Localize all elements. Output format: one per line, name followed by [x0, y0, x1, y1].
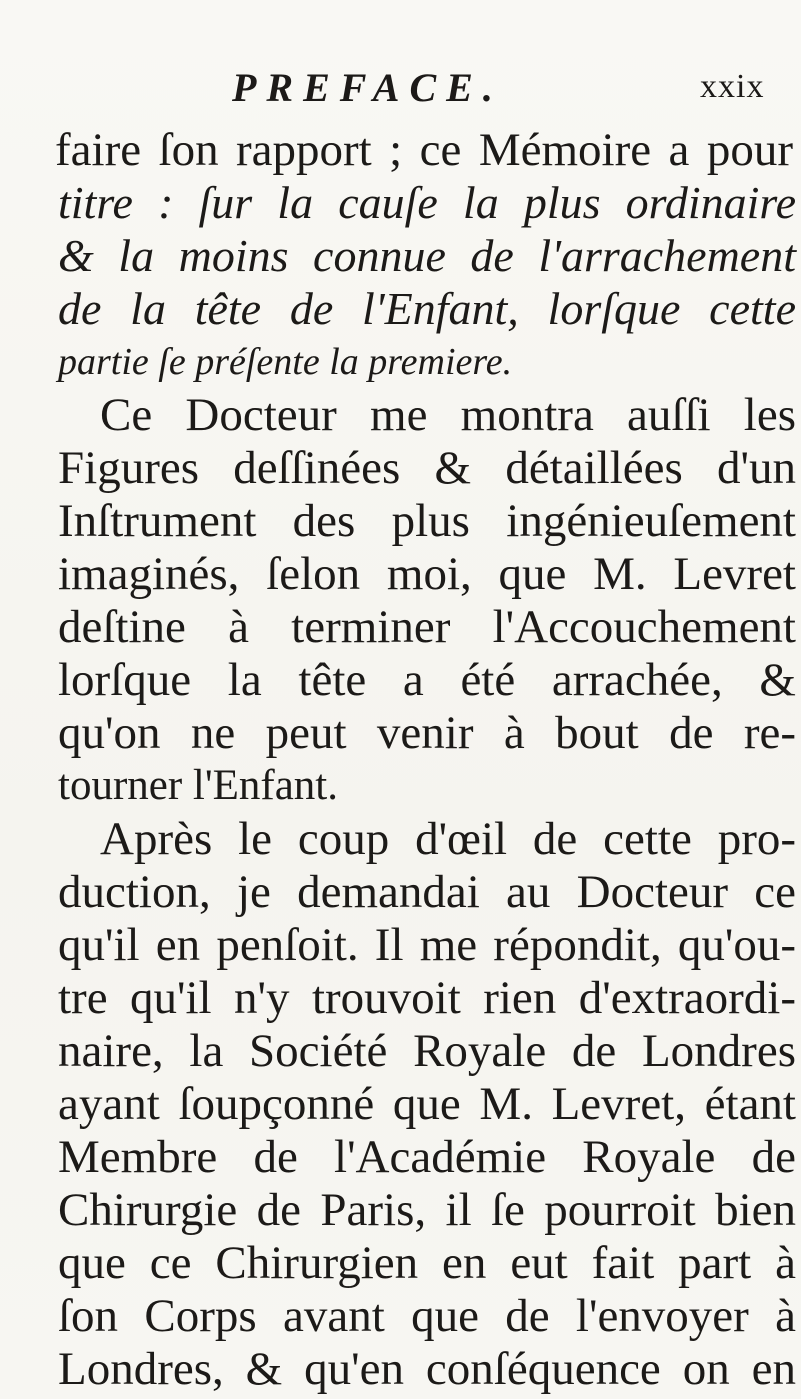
text-line: faire ſon rapport ; ce Mémoire a pour [55, 124, 793, 176]
text-line: & la moins connue de l'arrachement [58, 230, 796, 281]
text-line: partie ſe préſente la premiere. [58, 341, 513, 383]
text-line: qu'il en penſoit. Il me répondit, qu'ou- [58, 919, 796, 971]
text-line: lorſque la tête a été arrachée, & [58, 654, 796, 706]
text-line: titre : ſur la cauſe la plus ordinaire [58, 177, 796, 228]
text-line: imaginés, ſelon moi, que M. Levret [58, 548, 796, 600]
text-line: Londres, & qu'en conſéquence on en [58, 1343, 796, 1395]
text-line: Membre de l'Académie Royale de [58, 1131, 796, 1183]
text-line: deſtine à terminer l'Accouchement [58, 601, 796, 653]
text-line: Figures deſſinées & détaillées d'un [58, 442, 796, 494]
running-head [0, 62, 801, 112]
text-line: que ce Chirurgien en eut fait part à [58, 1237, 796, 1289]
text-line: qu'on ne peut venir à bout de re- [58, 707, 796, 759]
text-line: Chirurgie de Paris, il ſe pourroit bien [58, 1184, 796, 1236]
text-line: tre qu'il n'y trouvoit rien d'extraordi- [58, 972, 796, 1024]
text-line: tourner l'Enfant. [58, 762, 338, 809]
text-line: de la tête de l'Enfant, lorſque cette [58, 283, 796, 334]
running-title: PREFACE. [232, 65, 503, 110]
text-line: Ce Docteur me montra auſſi les [100, 389, 796, 441]
page-number: xxix [700, 68, 765, 105]
text-line: duction, je demandai au Docteur ce [58, 866, 796, 918]
text-line: Après le coup d'œil de cette pro- [100, 813, 796, 865]
text-line: ayant ſoupçonné que M. Levret, étant [58, 1078, 796, 1130]
text-line: Inſtrument des plus ingénieuſement [58, 495, 796, 547]
text-line: ſon Corps avant que de l'envoyer à [58, 1290, 796, 1342]
text-line: naire, la Société Royale de Londres [58, 1025, 796, 1077]
